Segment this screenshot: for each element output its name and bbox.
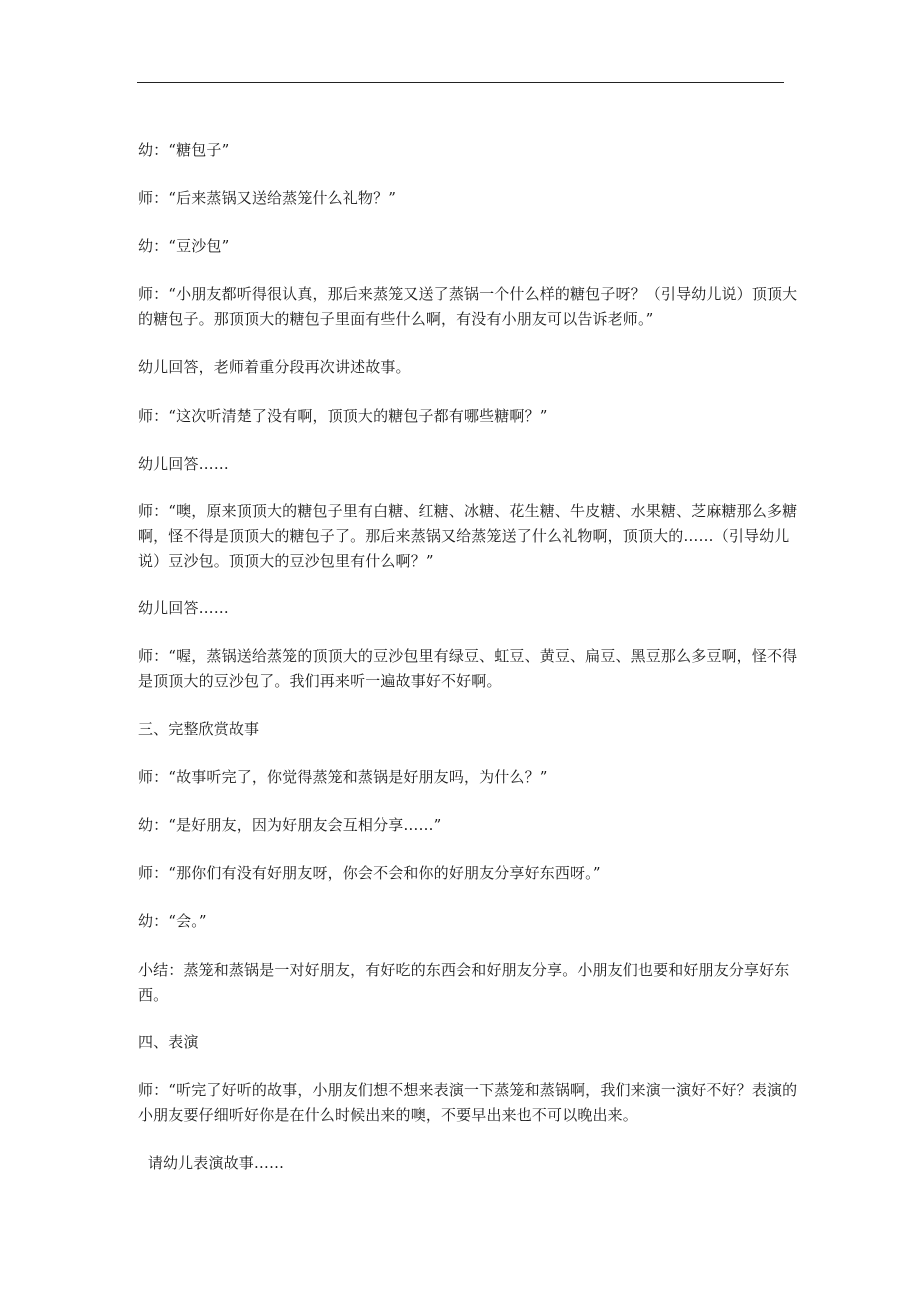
paragraph: 师：“噢，原来顶顶大的糖包子里有白糖、红糖、冰糖、花生糖、牛皮糖、水果糖、芝麻糖那么多糖啊，怪不得是顶顶大的糖包子了。那后来蒸锅又给蒸笼送了什么礼物啊，顶顶大的……（引导幼儿说）豆沙包。顶顶大的豆沙包里有什么啊？” — [138, 502, 798, 570]
paragraph: 师：“这次听清楚了没有啊，顶顶大的糖包子都有哪些糖啊？” — [138, 407, 548, 425]
paragraph: 师：“听完了好听的故事，小朋友们想不想来表演一下蒸笼和蒸锅啊，我们来演一演好不好？表演的小朋友要仔细听好你是在什么时候出来的噢，不要早出来也不可以晚出来。 — [138, 1081, 798, 1124]
paragraph: 师：“小朋友都听得很认真，那后来蒸笼又送了蒸锅一个什么样的糖包子呀？（引导幼儿说）顶顶大的糖包子。那顶顶大的糖包子里面有些什么啊，有没有小朋友可以告诉老师。” — [138, 285, 798, 328]
paragraph: 幼：“糖包子” — [138, 141, 230, 159]
paragraph: 幼：“会。” — [138, 912, 207, 930]
paragraph: 师：“那你们有没有好朋友呀，你会不会和你的好朋友分享好东西呀。” — [138, 864, 601, 882]
paragraph: 幼儿回答…… — [138, 455, 229, 473]
summary-paragraph: 小结：蒸笼和蒸锅是一对好朋友，有好吃的东西会和好朋友分享。小朋友们也要和好朋友分享好东西。 — [138, 961, 790, 1004]
paragraph: 师：“喔，蒸锅送给蒸笼的顶顶大的豆沙包里有绿豆、虹豆、黄豆、扁豆、黑豆那么多豆啊，怪不得是顶顶大的豆沙包了。我们再来听一遍故事好不好啊。 — [138, 647, 798, 690]
section-heading: 四、表演 — [138, 1033, 199, 1051]
paragraph: 师：“后来蒸锅又送给蒸笼什么礼物？” — [138, 189, 397, 207]
paragraph: 请幼儿表演故事…… — [138, 1154, 285, 1172]
header-rule — [137, 82, 784, 83]
paragraph: 师：“故事听完了，你觉得蒸笼和蒸锅是好朋友吗，为什么？” — [138, 768, 548, 786]
paragraph: 幼儿回答，老师着重分段再次讲述故事。 — [138, 358, 411, 376]
section-heading: 三、完整欣赏故事 — [138, 720, 260, 738]
paragraph: 幼儿回答…… — [138, 599, 229, 617]
paragraph: 幼：“豆沙包” — [138, 237, 230, 255]
paragraph: 幼：“是好朋友，因为好朋友会互相分享……” — [138, 816, 442, 834]
